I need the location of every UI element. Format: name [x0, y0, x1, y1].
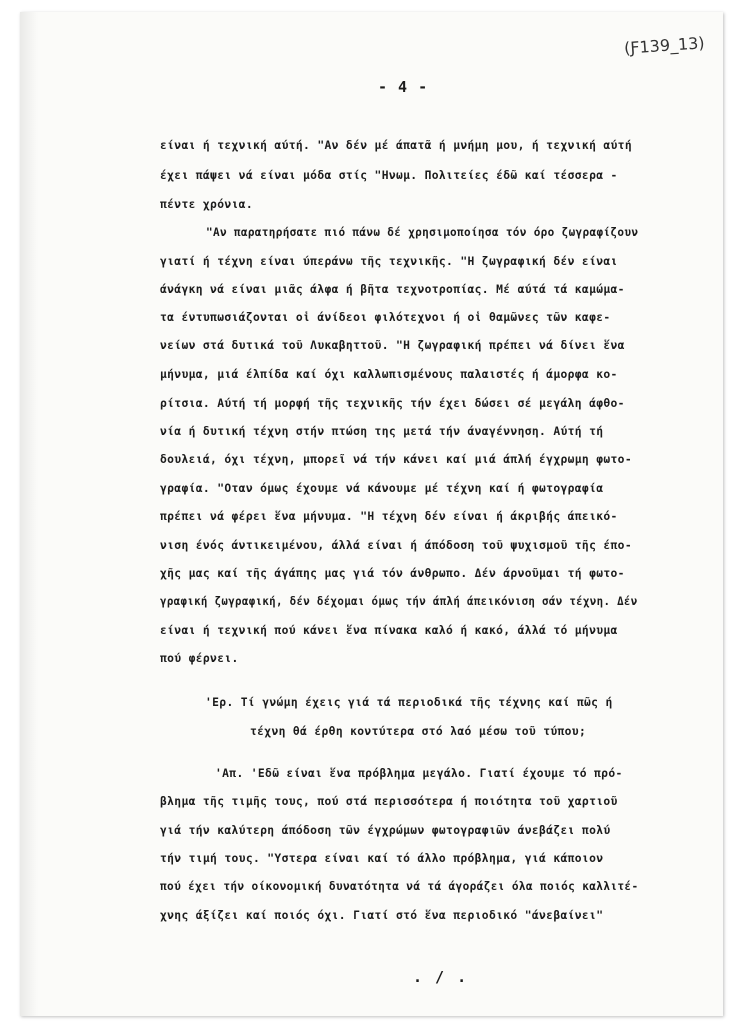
- text-line: πέντε χρόνια.: [160, 198, 253, 211]
- text-line: πού φέρνει.: [160, 652, 239, 665]
- text-line: γραφική ζωγραφική, δέν δέχομαι όμως τήν άπλή άπεικόνιση σάν τέχνη. Δέν: [160, 595, 638, 608]
- text-line: γραφία. "Οταν όμως έχουμε νά κάνουμε μέ τέχνη καί ή φωτογραφία: [160, 482, 604, 495]
- page-number: - 4 -: [378, 78, 429, 96]
- text-line: νείων στά δυτικά τοῦ Λυκαβηττοῦ. "Η ζωγραφική πρέπει νά δίνει ἕνα: [160, 339, 625, 352]
- text-line: ρίτσια. Αύτή τή μορφή τῆς τεχνικῆς τήν έχει δώσει σέ μεγάλη άφθο-: [160, 397, 625, 410]
- text-line: "Αν παρατηρήσατε πιό πάνω δέ χρησιμοποίησα τόν όρο ζωγραφίζουν: [206, 226, 639, 239]
- text-line: πρέπει νά φέρει ἕνα μήνυμα. "Η τέχνη δέν είναι ή άκριβής άπεικό-: [160, 510, 618, 523]
- text-line: χνης άξίζει καί ποιός όχι. Γιατί στό ἕνα περιοδικό "άνεβαίνει": [160, 909, 604, 922]
- text-line: τήν τιμή τους. "Υστερα είναι καί τό άλλο πρόβλημα, γιά κάποιον: [160, 852, 604, 865]
- text-line: τέχνη θά έρθη κοντύτερα στό λαό μέσω τοῦ τύπου;: [250, 725, 587, 738]
- archive-reference: (Ƒ139_13): [623, 33, 706, 58]
- text-line: άνάγκη νά είναι μιᾶς άλφα ή βῆτα τεχνοτροπίας. Μέ αύτά τά καμώμα-: [160, 283, 625, 296]
- text-line: έχει πάψει νά είναι μόδα στίς "Ηνωμ. Πολιτείες έδῶ καί τέσσερα -: [160, 169, 618, 182]
- text-line: πού έχει τήν οίκονομική δυνατότητα νά τά άγοράζει όλα ποιός καλλιτέ-: [160, 880, 639, 893]
- continuation-mark: . / .: [413, 968, 469, 986]
- text-line: χῆς μας καί τῆς άγάπης μας γιά τόν άνθρωπο. Δέν άρνοῦμαι τή φωτο-: [160, 567, 625, 580]
- text-line: νιση ένός άντικειμένου, άλλά είναι ή άπόδοση τοῦ ψυχισμοῦ τῆς έπο-: [160, 539, 632, 552]
- text-line: γιατί ή τέχνη είναι ύπεράνω τῆς τεχνικῆς. "Η ζωγραφική δέν είναι: [160, 255, 618, 268]
- text-line: νία ή δυτική τέχνη στήν πτώση της μετά τήν άναγέννηση. Αύτή τή: [160, 425, 604, 438]
- text-line: γιά τήν καλύτερη άπόδοση τῶν έγχρώμων φωτογραφιῶν άνεβάζει πολύ: [160, 824, 611, 837]
- text-line: βλημα τῆς τιμῆς τους, πού στά περισσότερα ή ποιότητα τοῦ χαρτιοῦ: [160, 795, 618, 808]
- text-line: δουλειά, όχι τέχνη, μπορεῖ νά τήν κάνει καί μιά άπλή έγχρωμη φωτο-: [160, 453, 632, 466]
- document-page: [20, 12, 723, 1016]
- text-line: 'Ερ. Τί γνώμη έχεις γιά τά περιοδικά τῆς τέχνης καί πῶς ή: [205, 696, 613, 709]
- text-line: μήνυμα, μιά έλπίδα καί όχι καλλωπισμένους παλαιστές ή άμορφα κο-: [160, 368, 618, 381]
- text-line: 'Απ. 'Εδῶ είναι ἕνα πρόβλημα μεγάλο. Γιατί έχουμε τό πρό-: [215, 767, 623, 780]
- text-line: είναι ή τεχνική πού κάνει ἕνα πίνακα καλό ή κακό, άλλά τό μήνυμα: [160, 624, 618, 637]
- text-line: τα έντυπωσιάζονται οἱ άνίδεοι φιλότεχνοι ή οἱ θαμῶνες τῶν καφε-: [160, 311, 611, 324]
- text-line: είναι ή τεχνική αύτή. "Αν δέν μέ άπατᾶ ή μνήμη μου, ή τεχνική αύτή: [160, 139, 632, 152]
